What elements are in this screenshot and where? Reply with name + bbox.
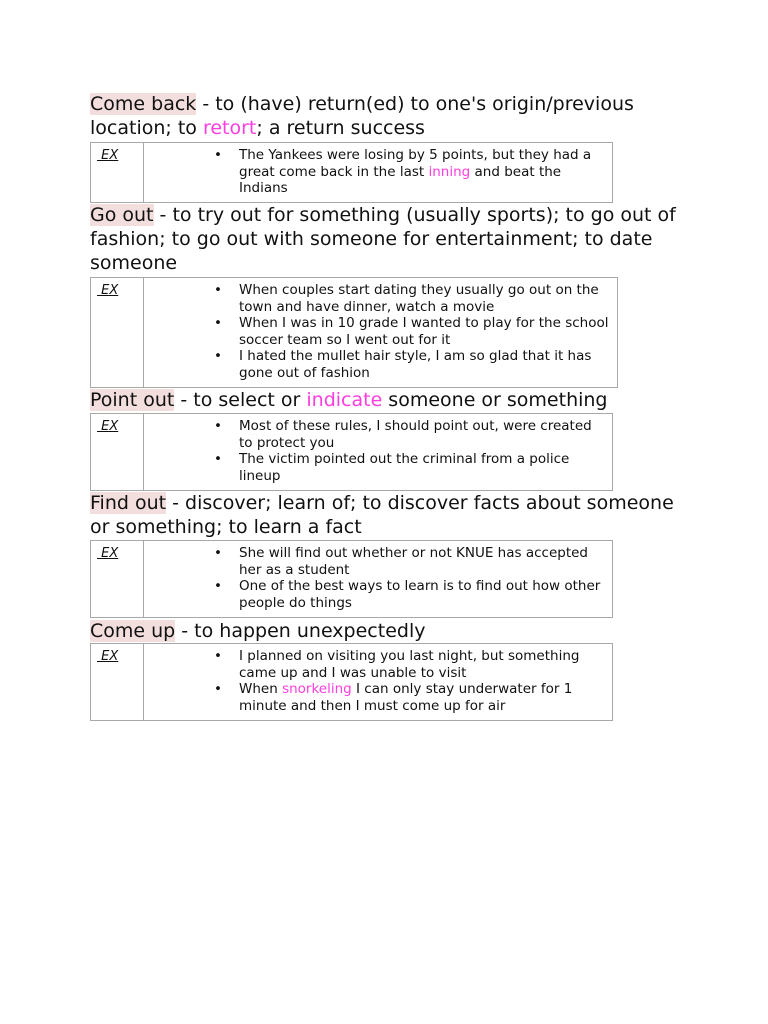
text-run: and beat the Indians xyxy=(239,163,562,196)
phrasal-verb-term: Come back xyxy=(90,93,197,115)
bullet-icon: • xyxy=(214,545,222,561)
example-sentence xyxy=(144,648,604,681)
vocab-highlight: indicate xyxy=(306,389,383,411)
bullet-icon: • xyxy=(214,578,222,594)
example-sentence xyxy=(144,418,604,451)
text-run: - to happen unexpectedly xyxy=(175,620,426,642)
example-list xyxy=(144,644,612,720)
bullet-icon: • xyxy=(214,315,222,331)
example-label: EX xyxy=(91,414,144,490)
example-table xyxy=(90,277,618,388)
example-sentence xyxy=(144,681,604,714)
example-list xyxy=(144,278,617,387)
example-table xyxy=(90,142,613,203)
text-run: The victim pointed out the criminal from a police lineup xyxy=(239,451,570,484)
example-sentence xyxy=(144,348,609,381)
example-list xyxy=(144,414,612,490)
phrasal-verb-heading xyxy=(90,92,680,140)
text-run: The Yankees were losing by 5 points, but they had a great come back in the last xyxy=(239,147,592,180)
example-sentence xyxy=(144,315,609,348)
vocab-highlight: snorkeling xyxy=(282,681,352,697)
example-label: EX xyxy=(91,143,144,202)
text-run: I can only stay underwater for 1 minute and then I must come up for air xyxy=(239,681,573,714)
phrasal-verb-term: Go out xyxy=(90,204,154,226)
text-run: - to (have) return(ed) to one's origin/previous location; to xyxy=(90,93,634,139)
example-sentence xyxy=(144,545,604,578)
example-table xyxy=(90,540,613,618)
example-sentence xyxy=(144,282,609,315)
text-run: - discover; learn of; to discover facts about someone or something; to learn a fact xyxy=(90,492,674,538)
phrasal-verb-heading xyxy=(90,388,680,412)
example-list xyxy=(144,541,612,617)
text-run: - to select or xyxy=(174,389,307,411)
text-run: I hated the mullet hair style, I am so glad that it has gone out of fashion xyxy=(239,348,592,381)
vocab-highlight: retort xyxy=(202,117,257,139)
bullet-icon: • xyxy=(214,648,222,664)
phrasal-verb-heading xyxy=(90,203,680,275)
text-run: One of the best ways to learn is to find out how other people do things xyxy=(239,578,601,611)
text-run: When couples start dating they usually go out on the town and have dinner, watch a movie xyxy=(239,282,599,315)
phrasal-verb-term: Point out xyxy=(90,389,175,411)
text-run: Most of these rules, I should point out, were created to protect you xyxy=(239,418,592,451)
example-sentence xyxy=(144,451,604,484)
bullet-icon: • xyxy=(214,282,222,298)
example-sentence xyxy=(144,578,604,611)
text-run: She will find out whether or not KNUE has accepted her as a student xyxy=(239,545,588,578)
phrasal-verb-term: Come up xyxy=(90,620,176,642)
bullet-icon: • xyxy=(214,418,222,434)
text-run: When xyxy=(239,681,283,697)
text-run: I planned on visiting you last night, but something came up and I was unable to visit xyxy=(239,648,580,681)
bullet-icon: • xyxy=(214,348,222,364)
vocab-highlight: inning xyxy=(428,163,471,180)
text-run: When I was in 10 grade I wanted to play for the school soccer team so I went out for it xyxy=(239,315,609,348)
phrasal-verb-heading xyxy=(90,491,680,539)
example-table xyxy=(90,413,613,491)
example-label: EX xyxy=(91,541,144,617)
text-run: - to try out for something (usually sports); to go out of fashion; to go out with someone for entertainment; to date someone xyxy=(90,204,676,274)
example-list xyxy=(144,143,612,202)
text-run: someone or something xyxy=(382,389,608,411)
example-table xyxy=(90,643,613,721)
phrasal-verb-heading xyxy=(90,619,680,643)
bullet-icon: • xyxy=(214,451,222,467)
example-sentence xyxy=(144,147,604,197)
bullet-icon: • xyxy=(214,681,222,697)
example-label: EX xyxy=(91,644,144,720)
phrasal-verb-term: Find out xyxy=(90,492,167,514)
text-run: ; a return success xyxy=(256,117,425,139)
example-label: EX xyxy=(91,278,144,387)
bullet-icon: • xyxy=(214,147,222,163)
